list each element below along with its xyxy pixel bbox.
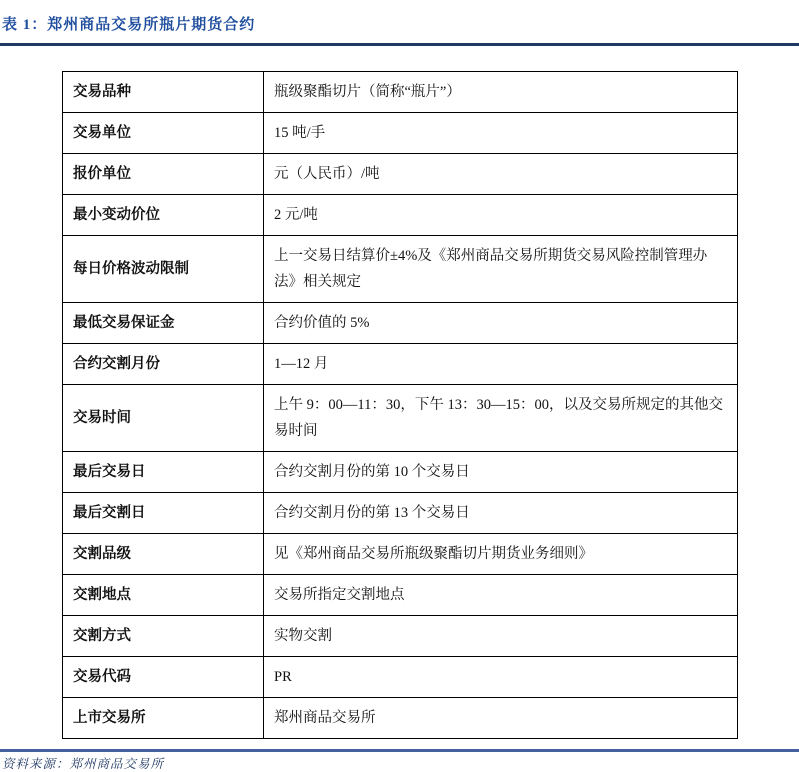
table-row — [63, 657, 738, 698]
contract-spec-table — [62, 71, 738, 739]
table-row — [63, 452, 738, 493]
table-row — [63, 195, 738, 236]
row-label: 上市交易所 — [63, 698, 264, 739]
page-footer — [0, 749, 799, 772]
table-row — [63, 303, 738, 344]
row-label: 交易单位 — [63, 113, 264, 154]
row-value: 2 元/吨 — [264, 195, 738, 236]
row-value: 见《郑州商品交易所瓶级聚酯切片期货业务细则》 — [264, 534, 738, 575]
row-label: 交易品种 — [63, 72, 264, 113]
row-value: 交易所指定交割地点 — [264, 575, 738, 616]
source-note: 资料来源：郑州商品交易所 — [2, 757, 165, 771]
row-label: 最低交易保证金 — [63, 303, 264, 344]
table-row — [63, 616, 738, 657]
row-label: 交割地点 — [63, 575, 264, 616]
row-value: 上午 9：00—11：30，下午 13：30—15：00，以及交易所规定的其他交易时间 — [264, 385, 738, 452]
table-row — [63, 385, 738, 452]
table-row — [63, 113, 738, 154]
row-label: 交割品级 — [63, 534, 264, 575]
table-row — [63, 493, 738, 534]
row-value: 15 吨/手 — [264, 113, 738, 154]
row-value: 瓶级聚酯切片（简称“瓶片”） — [264, 72, 738, 113]
table-row — [63, 72, 738, 113]
row-label: 最后交易日 — [63, 452, 264, 493]
row-value: 上一交易日结算价±4%及《郑州商品交易所期货交易风险控制管理办法》相关规定 — [264, 236, 738, 303]
table-row — [63, 698, 738, 739]
row-value: 实物交割 — [264, 616, 738, 657]
row-value: 1—12 月 — [264, 344, 738, 385]
row-label: 最后交割日 — [63, 493, 264, 534]
row-label: 合约交割月份 — [63, 344, 264, 385]
row-label: 每日价格波动限制 — [63, 236, 264, 303]
row-value: 合约交割月份的第 13 个交易日 — [264, 493, 738, 534]
contract-table-wrapper — [62, 71, 738, 739]
row-label: 报价单位 — [63, 154, 264, 195]
row-value: 郑州商品交易所 — [264, 698, 738, 739]
table-row — [63, 344, 738, 385]
table-row — [63, 575, 738, 616]
table-row — [63, 236, 738, 303]
row-label: 最小变动价位 — [63, 195, 264, 236]
table-row — [63, 534, 738, 575]
row-value: PR — [264, 657, 738, 698]
footer-divider — [0, 749, 799, 752]
page-title: 表 1：郑州商品交易所瓶片期货合约 — [2, 17, 256, 33]
row-value: 合约价值的 5% — [264, 303, 738, 344]
table-row — [63, 154, 738, 195]
row-value: 合约交割月份的第 10 个交易日 — [264, 452, 738, 493]
row-label: 交割方式 — [63, 616, 264, 657]
row-label: 交易时间 — [63, 385, 264, 452]
row-value: 元（人民币）/吨 — [264, 154, 738, 195]
title-divider — [0, 43, 799, 46]
row-label: 交易代码 — [63, 657, 264, 698]
